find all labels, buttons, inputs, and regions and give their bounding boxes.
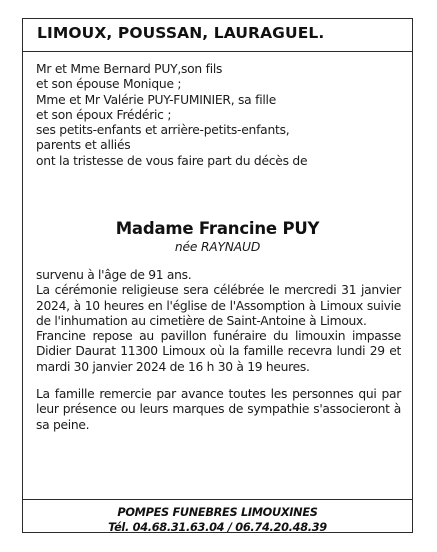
deceased-name: Madame Francine PUY — [115, 219, 320, 238]
obituary-notice — [22, 18, 413, 533]
family-line: ont la tristesse de vous faire part du décès de — [36, 153, 308, 168]
family-line: ses petits-enfants et arrière-petits-enfants, — [36, 123, 290, 138]
family-announcement — [36, 62, 406, 169]
funeral-home-phones: Tél. 04.68.31.63.04 / 06.74.20.48.39 — [108, 521, 327, 534]
notice-body — [36, 268, 401, 433]
footer-divider — [23, 499, 412, 500]
family-line: et son époux Frédéric ; — [36, 107, 172, 122]
family-line: et son épouse Monique ; — [36, 77, 182, 92]
maiden-name: née RAYNAUD — [174, 240, 261, 254]
age-line: survenu à l'âge de 91 ans. — [36, 268, 192, 282]
family-line: Mr et Mme Bernard PUY,son fils — [36, 62, 223, 76]
ceremony-paragraph: La cérémonie religieuse sera célébrée le mercredi 31 janvier 2024, à 10 heures en l'église de l'Assomption à Limoux suivie de l'inhumation au cimetière de Saint-Antoine à Limoux. — [36, 283, 401, 328]
thanks-paragraph: La famille remercie par avance toutes les personnes qui par leur présence ou leurs marques de sympathie s'associeront à sa peine. — [36, 387, 401, 432]
deceased-block — [23, 219, 412, 255]
locations-title: LIMOUX, POUSSAN, LAURAGUEL. — [37, 24, 325, 42]
family-line: parents et alliés — [36, 138, 131, 153]
funeral-home-footer — [23, 505, 412, 535]
funeral-home-name: POMPES FUNEBRES LIMOUXINES — [117, 506, 318, 519]
family-line: Mme et Mr Valérie PUY-FUMINIER, sa fille — [36, 92, 277, 107]
visitation-paragraph: Francine repose au pavillon funéraire du limouxin impasse Didier Daurat 11300 Limoux où la famille recevra lundi 29 et mardi 30 janvier 2024 de 16 h 30 à 19 heures. — [36, 329, 401, 374]
notice-header — [23, 19, 412, 52]
